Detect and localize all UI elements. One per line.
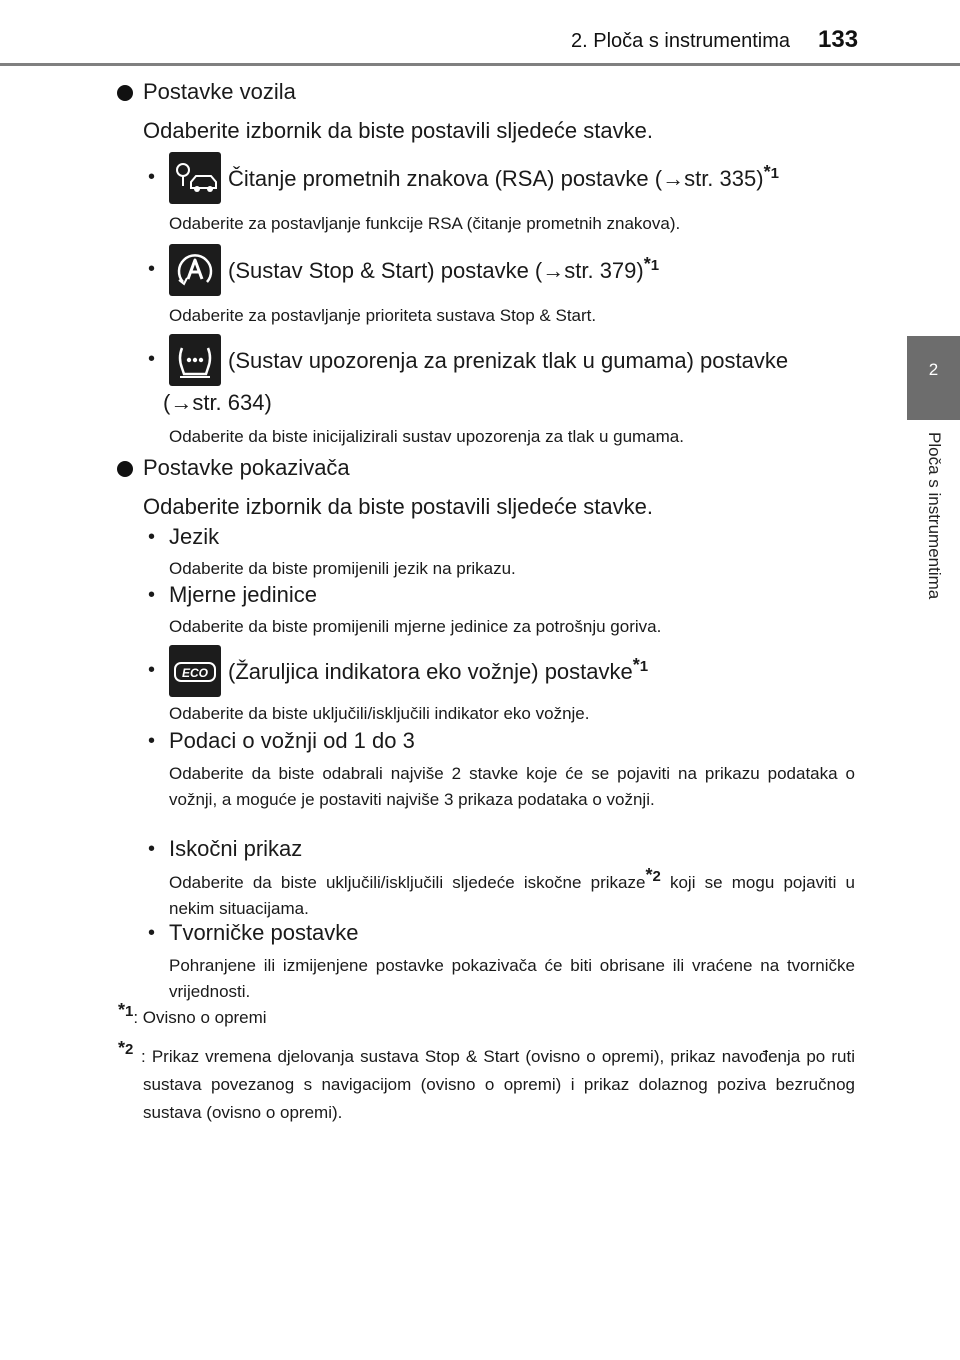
eco-settings-desc: Odaberite da biste uključili/isključili indikator eko vožnje. — [169, 704, 590, 723]
units-title: Mjerne jedinice — [169, 582, 317, 607]
factory-settings-desc: Pohranjene ili izmijenjene postavke pokazivača će biti obrisane ili vraćene na tvorničke vrijednosti. — [169, 956, 855, 1001]
footnote-ref: *1 — [763, 161, 779, 182]
rsa-settings-title: Čitanje prometnih znakova (RSA) postavke (→str. 335) — [228, 166, 764, 191]
footnote-ref: *1 — [643, 253, 660, 274]
indicator-settings-intro: Odaberite izbornik da biste postavili sljedeće stavke. — [143, 494, 653, 519]
rsa-settings-desc: Odaberite za postavljanje funkcije RSA (čitanje prometnih znakova). — [169, 214, 681, 233]
tire-pressure-warning-icon — [169, 334, 221, 386]
footnote-mark: *2 — [118, 1038, 134, 1059]
section-bullet — [117, 85, 133, 101]
vehicle-settings-intro: Odaberite izbornik da biste postavili sljedeće stavke. — [143, 118, 653, 143]
list-bullet: • — [148, 838, 156, 860]
list-bullet: • — [148, 922, 156, 944]
rsa-settings-item — [228, 161, 779, 192]
popup-desc — [169, 865, 855, 922]
footnote-1-text: : Ovisno o opremi — [133, 1008, 267, 1027]
chapter-number: 2 — [928, 360, 939, 379]
tire-pressure-settings-title: (Sustav upozorenja za prenizak tlak u gumama) postavke — [228, 348, 789, 373]
units-desc: Odaberite da biste promijenili mjerne jedinice za potrošnju goriva. — [169, 617, 662, 636]
tire-pressure-settings-ref: (→str. 634) — [163, 390, 272, 415]
drive-info-desc: Odaberite da biste odabrali najviše 2 stavke koje će se pojaviti na prikazu podataka o vožnji, a moguće je postaviti najviše 3 prikaza podataka o vožnji. — [169, 764, 855, 809]
list-bullet: • — [148, 730, 156, 752]
chapter-label — [910, 432, 958, 642]
eco-icon-label: ECO — [181, 666, 209, 680]
list-bullet: • — [148, 348, 156, 370]
footnote-2-text: : Prikaz vremena djelovanja sustava Stop & Start (ovisno o opremi), prikaz navođenja po ruti sustava povezanog s navigacijom (ovisno o opremi) i prikaz dolaznog poziva bezručnog sustava (ovisno o opremi). — [141, 1047, 855, 1122]
footnote-1 — [118, 1000, 267, 1028]
footnote-ref: *2 — [645, 865, 661, 886]
tire-pressure-settings-desc: Odaberite da biste inicijalizirali sustav upozorenja za tlak u gumama. — [169, 427, 684, 446]
list-bullet: • — [148, 659, 156, 681]
eco-indicator-icon — [169, 645, 221, 697]
chapter-label-text: Ploča s instrumentima — [925, 432, 944, 600]
factory-settings-title: Tvorničke postavke — [169, 920, 359, 945]
eco-settings-item — [228, 654, 649, 685]
language-desc: Odaberite da biste promijenili jezik na prikazu. — [169, 559, 516, 578]
popup-desc-part: koji se mogu pojaviti u nekim situacijama. — [169, 873, 855, 918]
footnote-ref: *1 — [632, 654, 649, 675]
header-divider — [0, 63, 960, 66]
language-title: Jezik — [169, 524, 220, 549]
stop-start-settings-title: (Sustav Stop & Start) postavke (→str. 379) — [228, 258, 644, 283]
stop-start-settings-item — [228, 253, 660, 284]
stop-start-settings-desc: Odaberite za postavljanje prioriteta sustava Stop & Start. — [169, 306, 597, 325]
list-bullet: • — [148, 166, 156, 188]
popup-title: Iskočni prikaz — [169, 836, 303, 861]
section-bullet — [117, 461, 133, 477]
list-bullet: • — [148, 526, 156, 548]
eco-settings-title: (Žaruljica indikatora eko vožnje) postavke — [228, 659, 633, 684]
footnote-mark: *1 — [118, 1000, 134, 1021]
page-number: 133 — [818, 26, 859, 53]
popup-desc-part: Odaberite da biste uključili/isključili sljedeće iskočne prikaze — [169, 873, 646, 892]
chapter-tab — [907, 336, 960, 420]
drive-info-title: Podaci o vožnji od 1 do 3 — [169, 728, 415, 753]
vehicle-settings-heading: Postavke vozila — [143, 79, 296, 104]
list-bullet: • — [148, 584, 156, 606]
footnote-2-mark — [118, 1038, 138, 1066]
list-bullet: • — [148, 258, 156, 280]
header-section-title: 2. Ploča s instrumentima — [571, 30, 790, 52]
traffic-sign-recognition-icon — [169, 152, 221, 204]
stop-start-icon — [169, 244, 221, 296]
indicator-settings-heading: Postavke pokazivača — [143, 455, 350, 480]
